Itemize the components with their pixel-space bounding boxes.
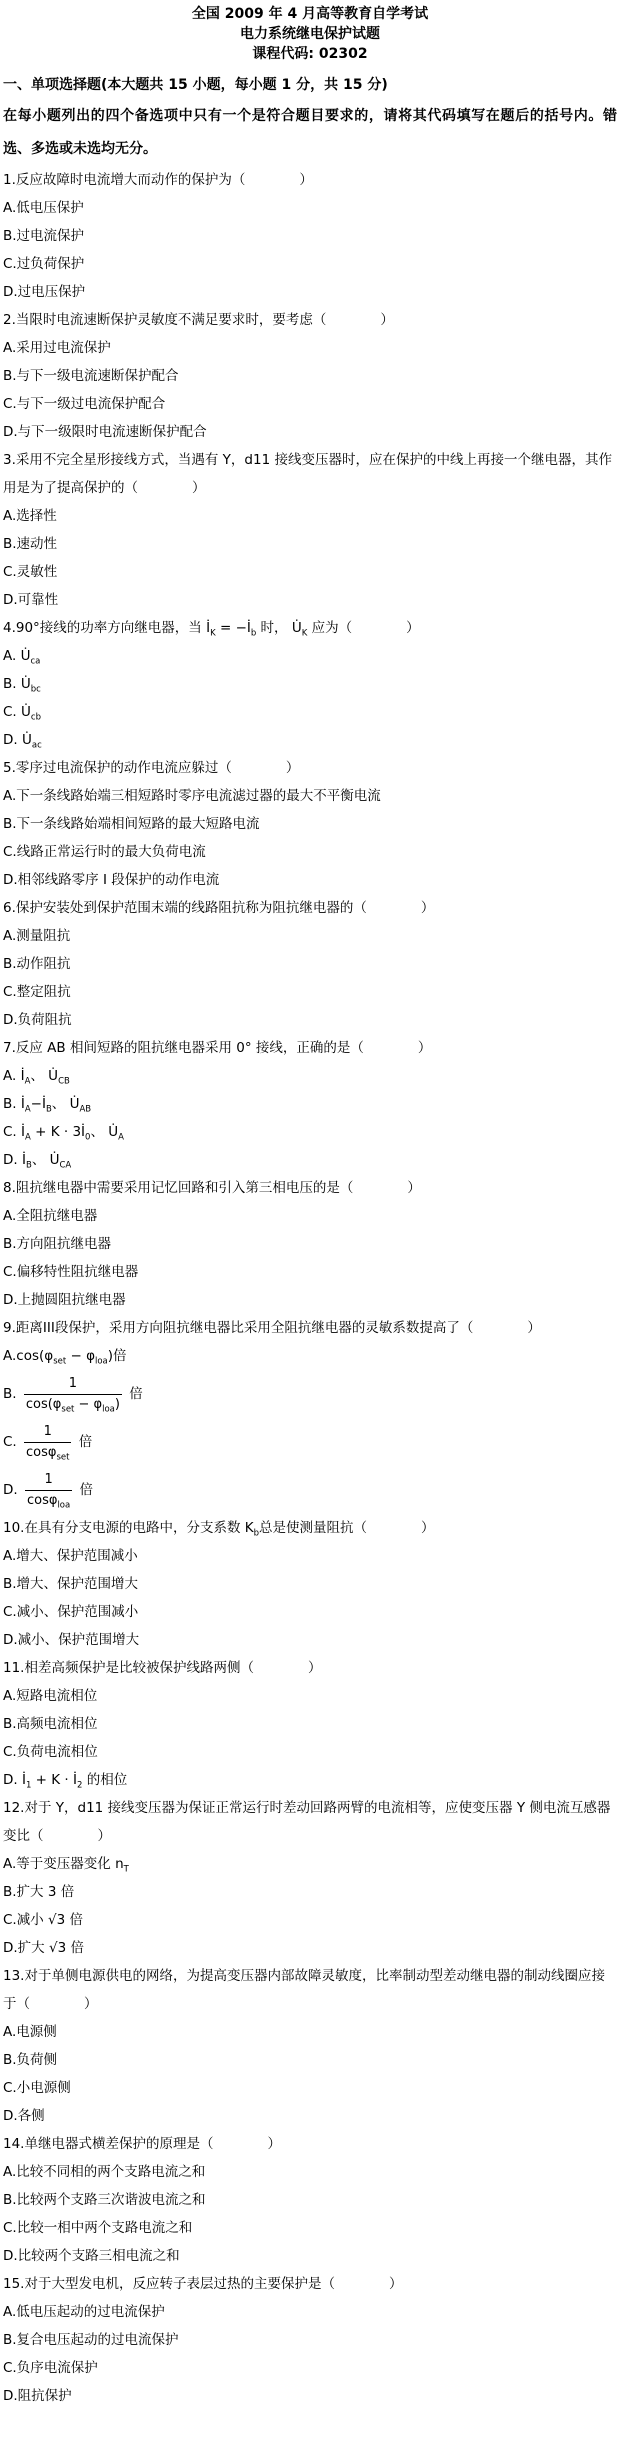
exam-title-line2: 电力系统继电保护试题: [240, 26, 380, 42]
option-item: D. $İ_B$、 $U̇_{CA}$: [3, 1152, 72, 1171]
option-item: D.负荷阻抗: [3, 1012, 72, 1028]
question-text: 3.采用不完全星形接线方式，当遇有 Y，d11 接线变压器时，应在保护的中线上再接一个继电器，其作用是为了提高保护的（ ）: [3, 452, 612, 496]
option-item: C.与下一级过电流保护配合: [3, 396, 166, 412]
option-item: C.小电源侧: [3, 2080, 71, 2097]
question-text: 11.相差高频保护是比较被保护线路两侧（ ）: [3, 1660, 322, 1677]
option-item: A.电源侧: [3, 2024, 57, 2041]
question-text: 10.在具有分支电源的电路中，分支系数 $K_b$总是使测量阻抗（ ）: [3, 1520, 435, 1539]
question-item: [3, 306, 617, 446]
question-item: [3, 2270, 617, 2410]
question-text: 15.对于大型发电机，反应转子表层过热的主要保护是（ ）: [3, 2276, 403, 2293]
question-text: 4.90°接线的功率方向继电器，当 $İ_K$ = $-İ_b$ 时， $U̇_K$ 应为（ ）: [3, 620, 420, 639]
question-text: 9.距离III段保护，采用方向阻抗继电器比采用全阻抗继电器的灵敏系数提高了（ ）: [3, 1320, 541, 1336]
option-item: C. $\frac{1}{\cos\varphi_{set}}$ 倍: [3, 1424, 93, 1463]
option-item: D.比较两个支路三相电流之和: [3, 2248, 180, 2265]
option-item: B.复合电压起动的过电流保护: [3, 2332, 179, 2349]
option-item: A. $İ_A$、 $U̇_{CB}$: [3, 1068, 70, 1087]
option-item: C.减小、保护范围减小: [3, 1604, 139, 1621]
question-item: [3, 1962, 617, 2130]
option-item: B. $\frac{1}{\cos(\varphi_{set} - \varphi_{loa})}$ 倍: [3, 1376, 143, 1415]
question-text: 2.当限时电流速断保护灵敏度不满足要求时，要考虑（ ）: [3, 312, 394, 328]
option-item: D.可靠性: [3, 592, 59, 608]
option-item: A.选择性: [3, 508, 57, 524]
question-text: 6.保护安装处到保护范围末端的线路阻抗称为阻抗继电器的（ ）: [3, 900, 435, 916]
option-item: B.增大、保护范围增大: [3, 1576, 139, 1593]
option-item: B.与下一级电流速断保护配合: [3, 368, 179, 384]
option-item: D.与下一级限时电流速断保护配合: [3, 424, 207, 440]
option-item: C.灵敏性: [3, 564, 58, 580]
option-item: D.各侧: [3, 2108, 45, 2125]
question-item: [3, 1514, 617, 1654]
question-item: [3, 1314, 617, 1514]
option-item: A.采用过电流保护: [3, 340, 111, 356]
option-item: B.动作阻抗: [3, 956, 71, 972]
option-item: A.增大、保护范围减小: [3, 1548, 138, 1565]
course-code: 课程代码: 02302: [252, 46, 368, 62]
option-item: D.上抛圆阻抗继电器: [3, 1292, 126, 1308]
option-item: D.扩大 √3 倍: [3, 1940, 84, 1957]
section-instructions: 在每小题列出的四个备选项中只有一个是符合题目要求的，请将其代码填写在题后的括号内。错选、多选或未选均无分。: [3, 108, 617, 157]
option-item: C. $İ_A + K$ · $3İ_0$、 $U̇_A$: [3, 1124, 124, 1143]
option-item: C.过负荷保护: [3, 256, 85, 272]
option-item: B.负荷侧: [3, 2052, 58, 2069]
question-item: [3, 614, 617, 754]
question-text: 5.零序过电流保护的动作电流应躲过（ ）: [3, 760, 300, 776]
option-item: D. $U̇_{ac}$: [3, 732, 42, 751]
question-text: 12.对于 Y，d11 接线变压器为保证正常运行时差动回路两臂的电流相等，应使变压器 Y 侧电流互感器变比（ ）: [3, 1800, 611, 1845]
exam-title-line1: 全国 2009 年 4 月高等教育自学考试: [191, 6, 429, 22]
option-item: C.负序电流保护: [3, 2360, 98, 2377]
option-item: D. $\frac{1}{\cos\varphi_{loa}}$ 倍: [3, 1472, 94, 1511]
question-item: [3, 2130, 617, 2270]
option-item: B.过电流保护: [3, 228, 85, 244]
option-item: A.等于变压器变化 $n_T$: [3, 1856, 129, 1875]
option-item: A.低电压保护: [3, 200, 84, 216]
option-item: C.减小 √3 倍: [3, 1912, 83, 1929]
fraction-formula: $\frac{1}{\cos\varphi_{loa}}$: [26, 1472, 71, 1511]
title-block: [3, 4, 617, 64]
question-item: [3, 754, 617, 894]
question-item: [3, 446, 617, 614]
question-item: [3, 1794, 617, 1962]
option-item: B. $U̇_{bc}$: [3, 676, 41, 695]
option-item: A.下一条线路始端三相短路时零序电流滤过器的最大不平衡电流: [3, 788, 381, 804]
option-item: A.全阻抗继电器: [3, 1208, 98, 1224]
question-item: [3, 1654, 617, 1794]
fraction-formula: $\frac{1}{\cos(\varphi_{set} - \varphi_{loa})}$: [25, 1376, 120, 1415]
option-item: B.高频电流相位: [3, 1716, 98, 1733]
option-item: B.速动性: [3, 536, 58, 552]
option-item: B. $İ_A-İ_B$、 $U̇_{AB}$: [3, 1096, 92, 1115]
option-item: A.短路电流相位: [3, 1688, 98, 1705]
option-item: B.方向阻抗继电器: [3, 1236, 112, 1252]
option-item: A. $U̇_{ca}$: [3, 648, 41, 667]
question-item: [3, 894, 617, 1034]
question-item: [3, 166, 617, 306]
question-text: 13.对于单侧电源供电的网络，为提高变压器内部故障灵敏度，比率制动型差动继电器的制动线圈应接于（ ）: [3, 1968, 605, 2013]
question-item: [3, 1034, 617, 1174]
option-item: D.过电压保护: [3, 284, 86, 300]
question-text: 14.单继电器式横差保护的原理是（ ）: [3, 2136, 281, 2153]
option-item: C.整定阻抗: [3, 984, 71, 1000]
option-item: D.阻抗保护: [3, 2388, 72, 2405]
option-item: D. $İ_1 + K$ · $İ_2$ 的相位: [3, 1772, 128, 1791]
option-item: A.比较不同相的两个支路电流之和: [3, 2164, 206, 2181]
option-item: B.扩大 3 倍: [3, 1884, 75, 1901]
option-item: D.减小、保护范围增大: [3, 1632, 140, 1649]
option-item: C.负荷电流相位: [3, 1744, 98, 1761]
option-item: A.测量阻抗: [3, 928, 71, 944]
question-text: 8.阻抗继电器中需要采用记忆回路和引入第三相电压的是（ ）: [3, 1180, 421, 1196]
fraction-formula: $\frac{1}{\cos\varphi_{set}}$: [26, 1424, 70, 1463]
option-item: D.相邻线路零序 I 段保护的动作电流: [3, 872, 220, 888]
option-item: C. $U̇_{cb}$: [3, 704, 41, 723]
question-text: 7.反应 AB 相间短路的阻抗继电器采用 0° 接线，正确的是（ ）: [3, 1040, 432, 1056]
question-list: [3, 166, 617, 2410]
option-item: B.下一条线路始端相间短路的最大短路电流: [3, 816, 260, 832]
option-item: C.比较一相中两个支路电流之和: [3, 2220, 193, 2237]
section-heading: 一、单项选择题(本大题共 15 小题，每小题 1 分，共 15 分): [3, 77, 388, 93]
option-item: B.比较两个支路三次谐波电流之和: [3, 2192, 206, 2209]
option-item: C.线路正常运行时的最大负荷电流: [3, 844, 206, 860]
option-item: $A.\cos(\varphi_{set} - \varphi_{loa})$倍: [3, 1348, 127, 1367]
question-item: [3, 1174, 617, 1314]
question-text: 1.反应故障时电流增大而动作的保护为（ ）: [3, 172, 313, 188]
option-item: C.偏移特性阻抗继电器: [3, 1264, 139, 1280]
option-item: A.低电压起动的过电流保护: [3, 2304, 165, 2321]
